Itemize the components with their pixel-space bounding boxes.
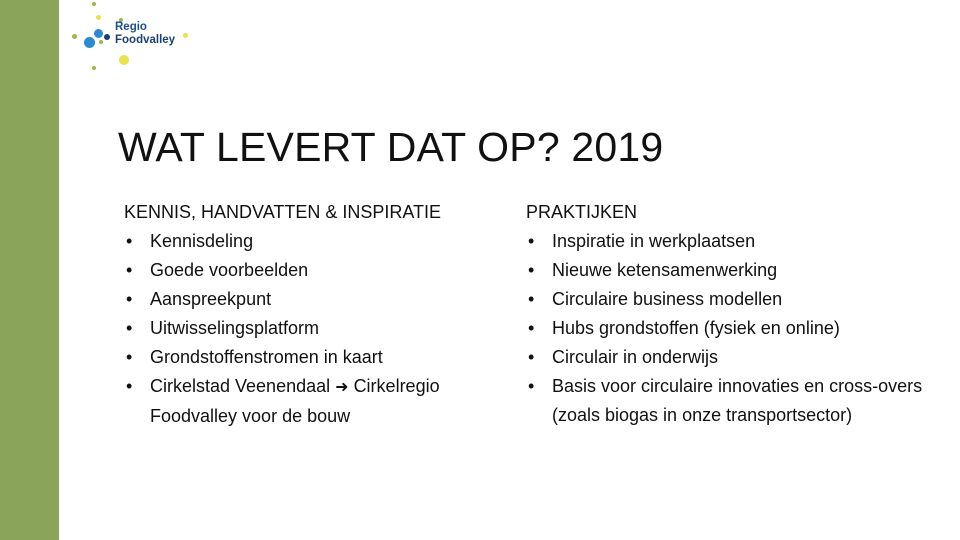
logo-dot — [183, 33, 188, 38]
left-bullet-list — [124, 227, 504, 431]
right-column-heading: PRAKTIJKEN — [526, 202, 638, 222]
list-item: • Circulair in onderwijs — [526, 343, 926, 372]
right-bullet-list — [526, 227, 926, 430]
arrow-right-icon: ➜ — [335, 379, 349, 396]
regio-foodvalley-logo — [66, 0, 206, 80]
logo-dot — [99, 40, 103, 44]
list-item: • Aanspreekpunt — [124, 285, 504, 314]
logo-dot — [104, 34, 110, 40]
left-column — [124, 198, 504, 431]
left-column-heading: KENNIS, HANDVATTEN & INSPIRATIE — [124, 202, 442, 222]
list-item: • Hubs grondstoffen (fysiek en online) — [526, 314, 926, 343]
logo-line-2: Foodvalley — [115, 33, 176, 46]
logo-dot — [92, 2, 96, 6]
list-item: • Grondstoffenstromen in kaart — [124, 343, 504, 372]
logo-dot — [84, 37, 95, 48]
logo-dot — [94, 29, 103, 38]
logo-dot — [119, 55, 129, 65]
logo-dot — [92, 66, 96, 70]
logo-dot — [72, 34, 77, 39]
list-item: • Circulaire business modellen — [526, 285, 926, 314]
list-item: • Uitwisselingsplatform — [124, 314, 504, 343]
list-item: • Nieuwe ketensamenwerking — [526, 256, 926, 285]
slide-title: WAT LEVERT DAT OP? 2019 — [118, 124, 664, 170]
list-item: • Inspiratie in werkplaatsen — [526, 227, 926, 256]
logo-line-1: Regio — [115, 21, 147, 33]
right-column — [526, 198, 926, 430]
list-item: • Basis voor circulaire innovaties en cross-overs (zoals biogas in onze transportsector) — [526, 372, 926, 430]
logo-wordmark — [115, 21, 175, 46]
logo-dot — [96, 15, 101, 20]
list-item: • Kennisdeling — [124, 227, 504, 256]
list-item: • Goede voorbeelden — [124, 256, 504, 285]
side-accent-bar — [0, 0, 59, 540]
list-item: • Cirkelstad Veenendaal ➜ Cirkelregio Foodvalley voor de bouw — [124, 372, 504, 431]
